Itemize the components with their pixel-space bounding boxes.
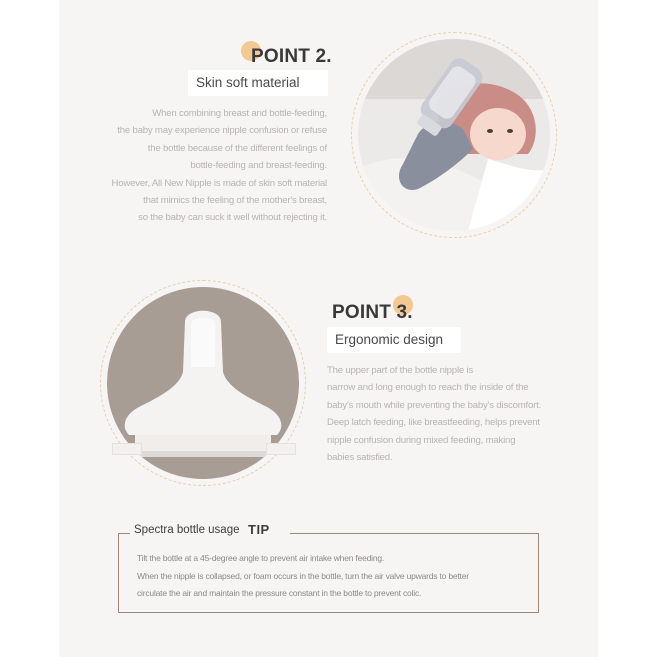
point2-line: that mimics the feeling of the mother's breast, [143,195,327,207]
point2-subtitle: Skin soft material [188,70,328,96]
point2-line: so the baby can suck it well without rejecting it. [138,212,327,224]
point3-line: babies satisfied. [327,452,393,464]
point2-line: When combining breast and bottle-feeding, [152,108,327,119]
nipple-flange-right [266,443,296,455]
tip-border-top-right [290,533,539,534]
tip-line: Tilt the bottle at a 45-degree angle to prevent air intake when feeding. [137,553,385,563]
point3-line: baby's mouth while preventing the baby's discomfort. [327,399,542,411]
tip-border-top-left [118,533,130,534]
tip-label: Spectra bottle usage [134,524,240,536]
point3-title: POINT 3. [332,302,413,323]
baby-drinking-bottle-photo [358,39,550,231]
point3-line: Deep latch feeding, like breastfeeding, helps prevent [327,417,540,429]
point2-line: the baby may experience nipple confusion or refuse [117,125,327,137]
point2-line: bottle-feeding and breast-feeding. [190,160,327,172]
nipple-flange-left [112,443,142,455]
baby-photo [358,39,550,231]
point2-title: POINT 2. [251,46,332,67]
point3-description [327,362,541,466]
tip-line: circulate the air and maintain the pressure constant in the bottle to prevent colic. [137,588,422,598]
point2-line: However, All New Nipple is made of skin soft material [111,177,327,189]
tip-line: When the nipple is collapsed, or foam occurs in the bottle, turn the air valve upwards to better [137,570,469,581]
tip-heading: TIP [248,522,270,537]
point2-description [112,105,327,227]
point2-line: the bottle because of the different feelings of [147,142,327,154]
tip-text [137,550,469,603]
point3-subtitle: Ergonomic design [327,327,461,353]
point3-line: nipple confusion during mixed feeding, making [327,434,516,446]
point3-line: The upper part of the bottle nipple is [327,365,473,376]
point3-line: narrow and long enough to reach the inside of the [327,382,529,394]
